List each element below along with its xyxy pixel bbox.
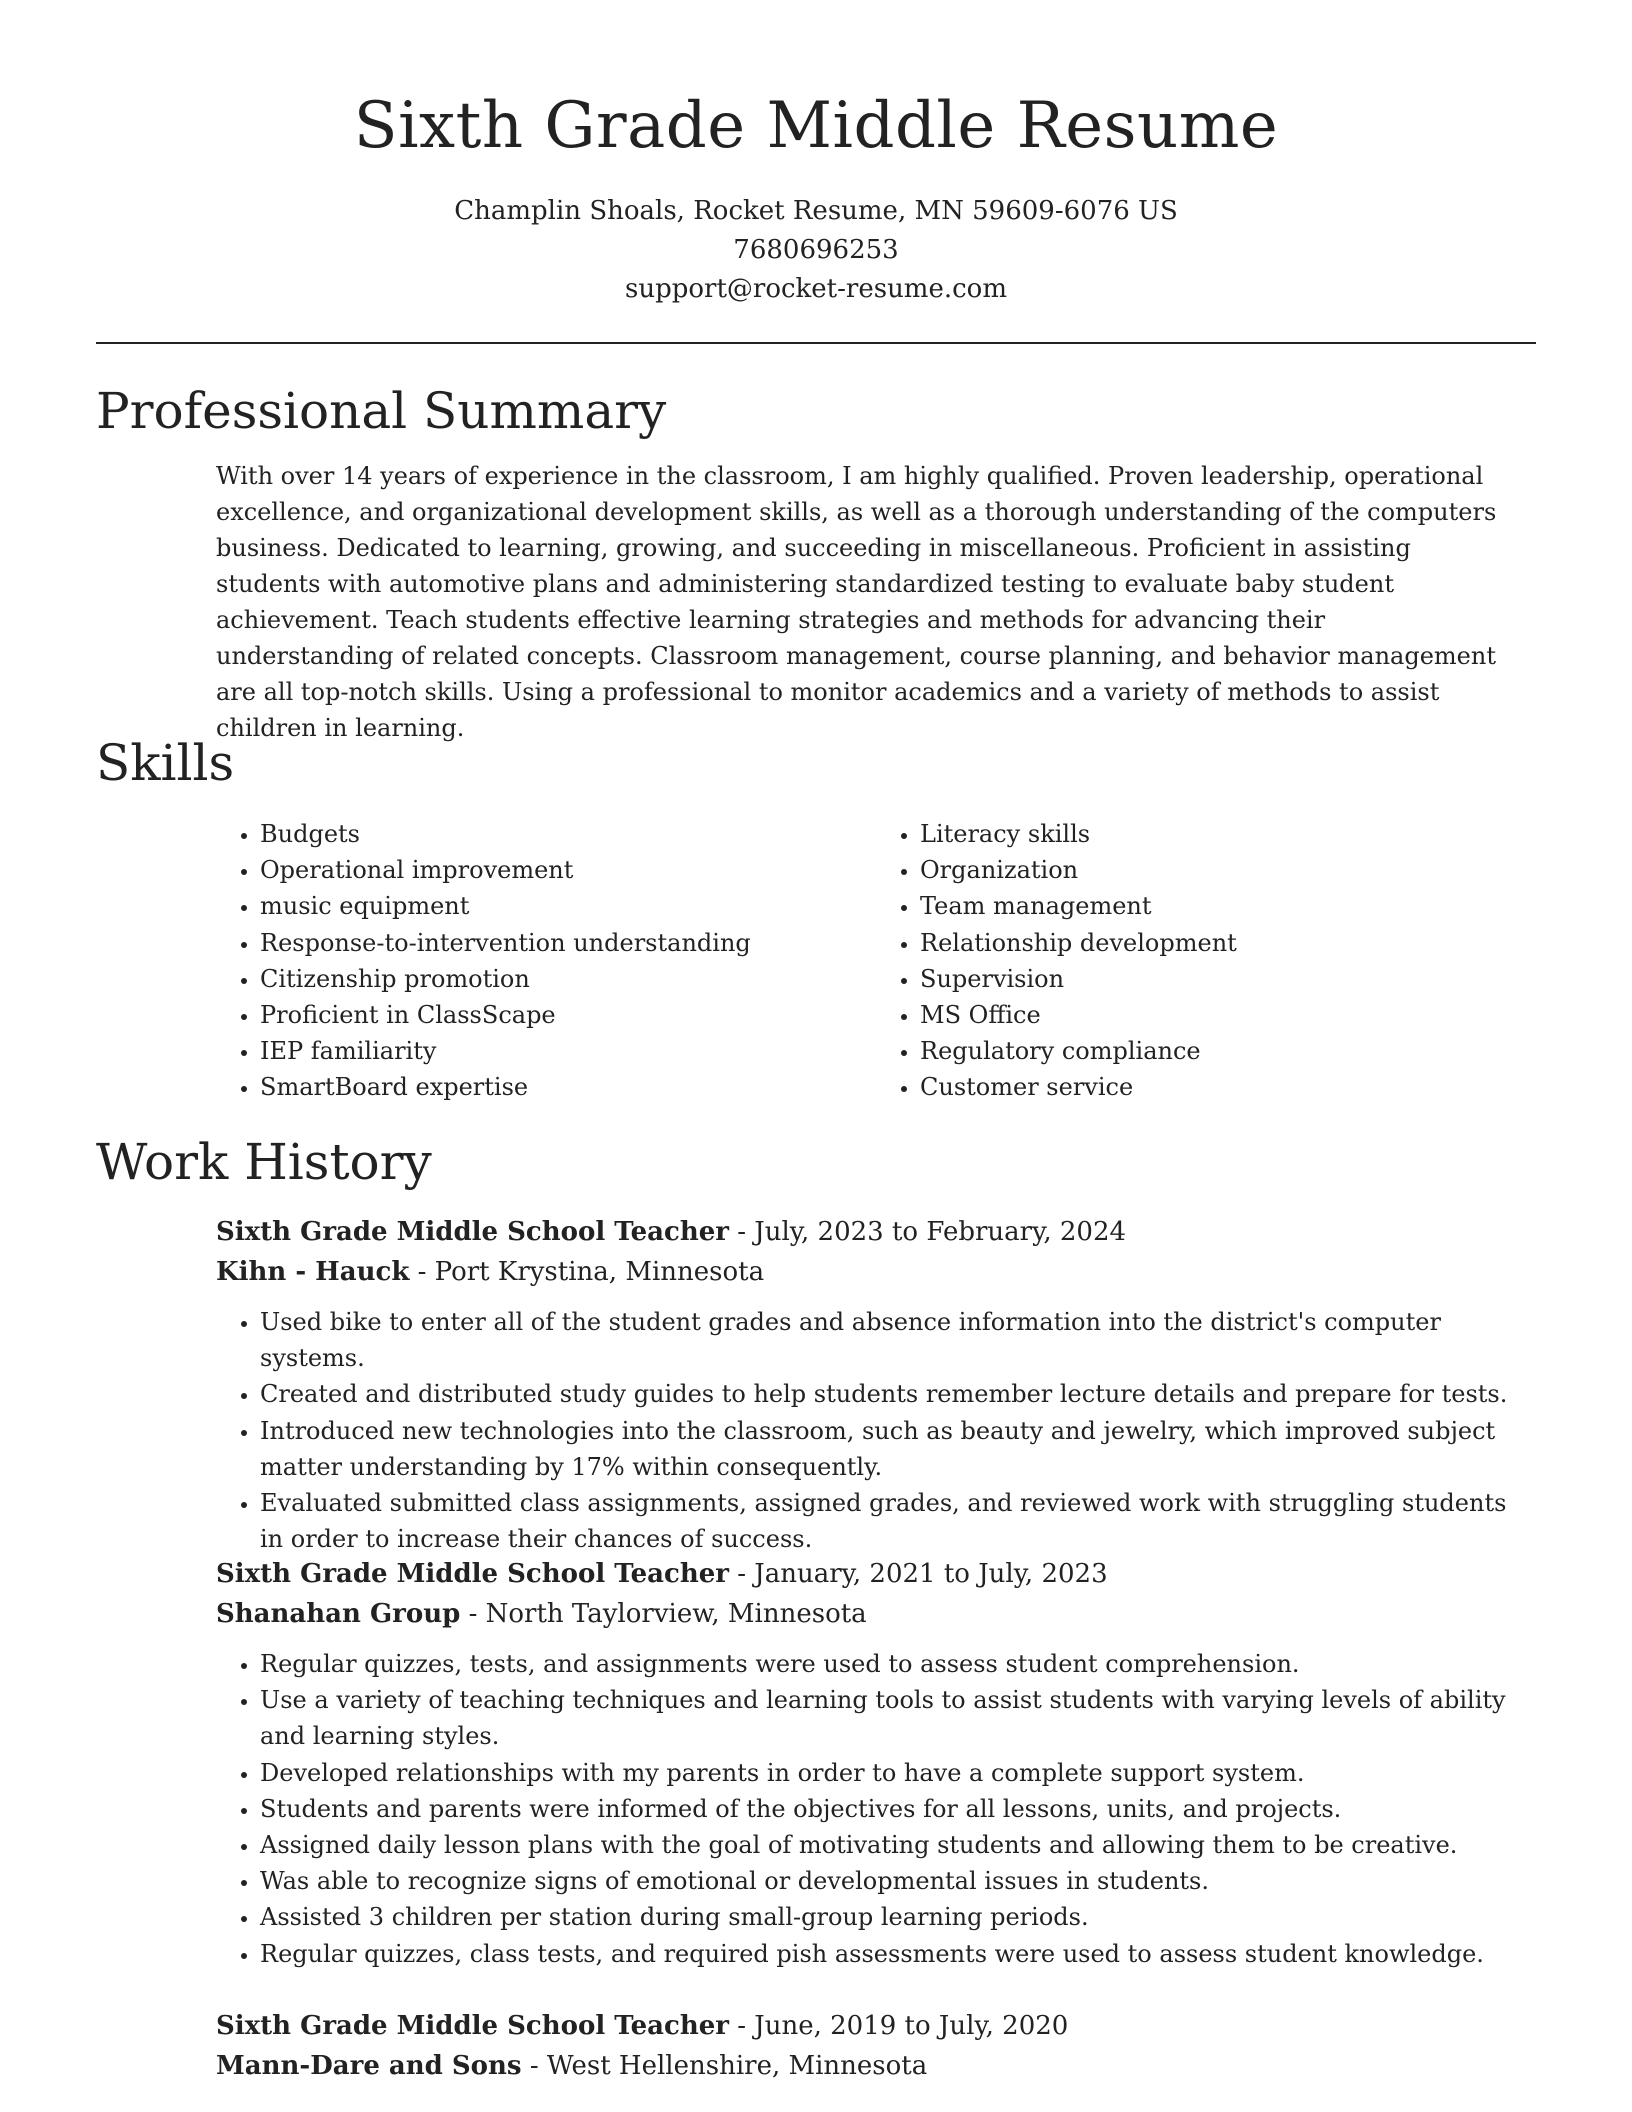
job-bullet: • Developed relationships with my parents in order to have a complete support system. <box>260 1755 1536 1791</box>
job-title-line <box>216 1554 1536 1594</box>
skill-item: • Operational improvement <box>260 852 876 888</box>
job-dates: - June, 2019 to July, 2020 <box>728 2011 1069 2041</box>
job-title-line <box>216 1212 1536 1252</box>
skill-item: • Regulatory compliance <box>920 1033 1536 1069</box>
job-company-line <box>216 1252 1536 1292</box>
job-entry <box>216 1212 1536 1557</box>
contact-email: support@rocket-resume.com <box>624 274 1007 304</box>
contact-phone: 7680696253 <box>733 235 899 265</box>
job-dates: - January, 2021 to July, 2023 <box>728 1559 1108 1589</box>
skill-item: • Response-to-intervention understanding <box>260 925 876 961</box>
job-location: - Port Krystina, Minnesota <box>409 1257 765 1287</box>
job-title-line <box>216 2006 1536 2046</box>
skill-item: • Budgets <box>260 816 876 852</box>
job-bullet: • Students and parents were informed of the objectives for all lessons, units, and projects. <box>260 1791 1536 1827</box>
skill-item: • Customer service <box>920 1069 1536 1105</box>
job-role: Sixth Grade Middle School Teacher <box>216 1217 729 1247</box>
job-company: Shanahan Group <box>216 1599 461 1629</box>
skills-heading: Skills <box>96 734 235 792</box>
job-role: Sixth Grade Middle School Teacher <box>216 1559 729 1589</box>
job-entry <box>216 1554 1536 1972</box>
job-bullet: • Regular quizzes, tests, and assignments were used to assess student comprehension. <box>260 1646 1536 1682</box>
job-bullets <box>216 1304 1536 1557</box>
work-heading: Work History <box>96 1133 432 1191</box>
skill-item: • Literacy skills <box>920 816 1536 852</box>
summary-text: With over 14 years of experience in the classroom, I am highly qualified. Proven leadership, operational excellence, and organizational development skills, as well as a thorough understanding of the computers business. Dedicated to learning, growing, and succeeding in miscellaneous. Proficient in assisting students with automotive plans and administering standardized testing to evaluate baby student achievement. Teach students effective learning strategies and methods for advancing their understanding of related concepts. Classroom management, course planning, and behavior management are all top-notch skills. Using a professional to monitor academics and a variety of methods to assist children in learning. <box>216 462 1497 742</box>
job-bullet: • Assigned daily lesson plans with the goal of motivating students and allowing them to be creative. <box>260 1827 1536 1863</box>
job-location: - West Hellenshire, Minnesota <box>521 2051 928 2081</box>
job-bullet: • Regular quizzes, class tests, and required pish assessments were used to assess student knowledge. <box>260 1936 1536 1972</box>
skill-item: • Proficient in ClassScape <box>260 997 876 1033</box>
skill-item: • IEP familiarity <box>260 1033 876 1069</box>
job-location: - North Taylorview, Minnesota <box>460 1599 867 1629</box>
job-bullet: • Used bike to enter all of the student grades and absence information into the district's computer systems. <box>260 1304 1536 1376</box>
skills-column-left <box>216 816 876 1106</box>
contact-block <box>96 192 1536 309</box>
skill-item: • music equipment <box>260 888 876 924</box>
job-company: Kihn - Hauck <box>216 1257 410 1287</box>
skill-item: • Supervision <box>920 961 1536 997</box>
job-bullet: • Was able to recognize signs of emotional or developmental issues in students. <box>260 1863 1536 1899</box>
resume-name: Sixth Grade Middle Resume <box>353 89 1279 163</box>
skills-column-right <box>876 816 1536 1106</box>
job-bullet: • Created and distributed study guides to help students remember lecture details and prepare for tests. <box>260 1376 1536 1412</box>
contact-address: Champlin Shoals, Rocket Resume, MN 59609-6076 US <box>454 196 1178 226</box>
skill-item: • Organization <box>920 852 1536 888</box>
skill-item: • SmartBoard expertise <box>260 1069 876 1105</box>
skills-list <box>216 816 1536 1106</box>
skill-item: • Relationship development <box>920 925 1536 961</box>
skill-item: • Team management <box>920 888 1536 924</box>
summary-heading: Professional Summary <box>96 382 667 440</box>
skill-item: • Citizenship promotion <box>260 961 876 997</box>
job-company-line <box>216 2046 1536 2086</box>
job-bullet: • Introduced new technologies into the classroom, such as beauty and jewelry, which improved subject matter understanding by 17% within consequently. <box>260 1413 1536 1485</box>
job-company-line <box>216 1594 1536 1634</box>
job-bullet: • Assisted 3 children per station during small-group learning periods. <box>260 1899 1536 1935</box>
job-bullet: • Evaluated submitted class assignments, assigned grades, and reviewed work with struggling students in order to increase their chances of success. <box>260 1485 1536 1557</box>
job-bullets <box>216 1646 1536 1972</box>
job-entry <box>216 2006 1536 2086</box>
skill-item: • MS Office <box>920 997 1536 1033</box>
job-dates: - July, 2023 to February, 2024 <box>728 1217 1127 1247</box>
job-bullet: • Use a variety of teaching techniques and learning tools to assist students with varying levels of ability and learning styles. <box>260 1682 1536 1754</box>
header-divider <box>96 342 1536 344</box>
job-role: Sixth Grade Middle School Teacher <box>216 2011 729 2041</box>
job-company: Mann-Dare and Sons <box>216 2051 522 2081</box>
